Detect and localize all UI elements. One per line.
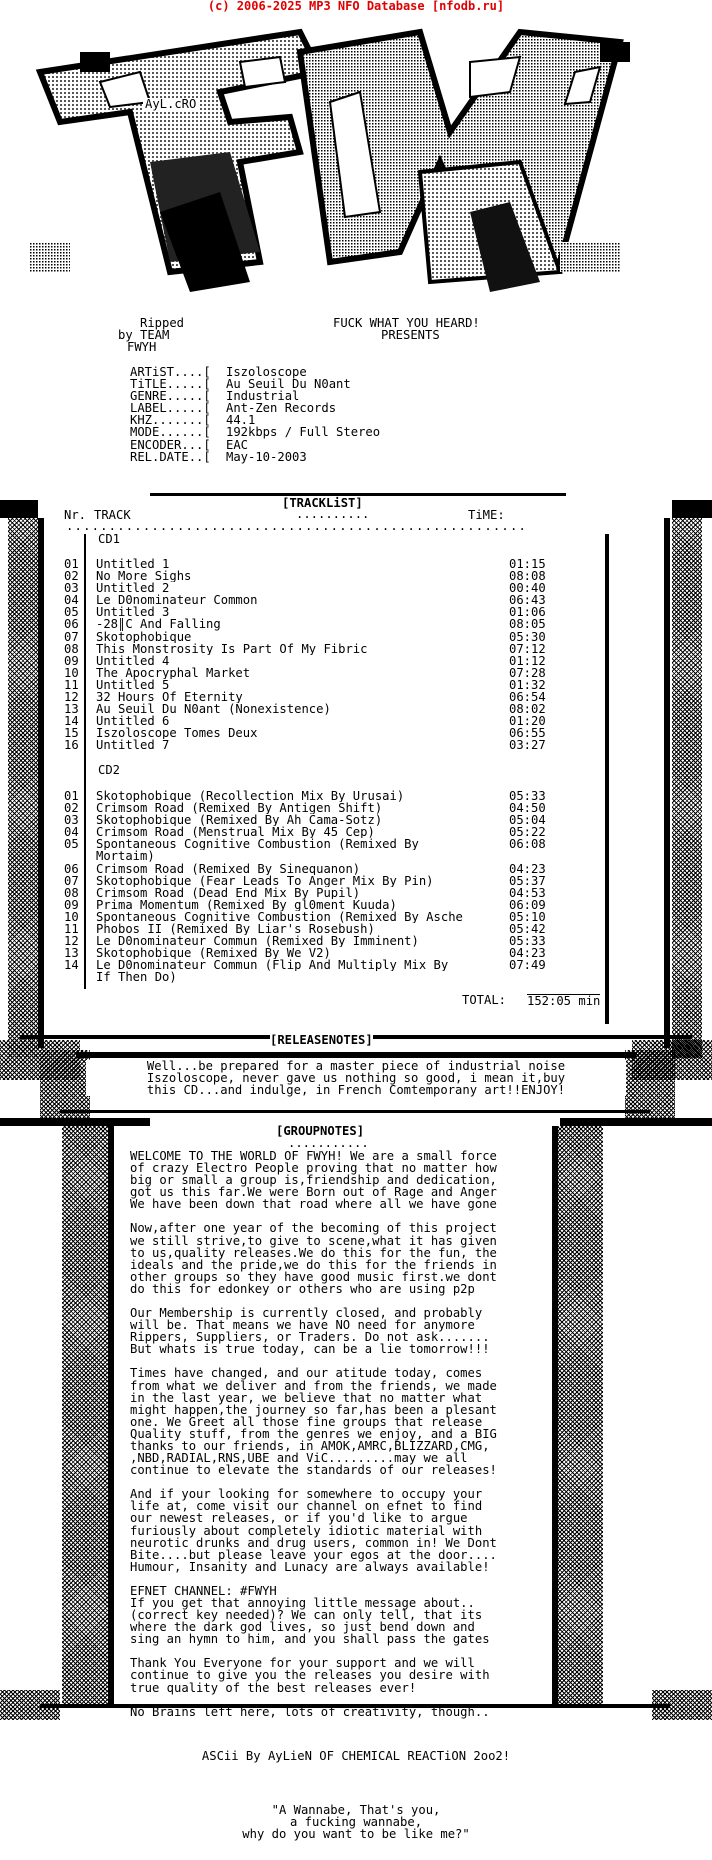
track-number: 11 (64, 922, 79, 937)
groupnotes-line: No Brains left here, lots of creativity, though.. (130, 1704, 490, 1719)
track-title: Skotophobique (Fear Leads To Anger Mix By Pin) (96, 874, 434, 887)
track-title: Crimsom Road (Remixed By Antigen Shift) (96, 802, 383, 815)
groupnotes-line: Bite....but please leave your egos at the door.... (130, 1547, 497, 1562)
track-number (64, 971, 96, 983)
groupnotes-line: continue to give you the releases you desire with (130, 1668, 490, 1683)
intro-left-1: Ripped (140, 316, 185, 330)
groupnotes-line: Times have changed, and our atitude today, comes (130, 1366, 483, 1381)
track-duration: 05:42 (509, 922, 546, 937)
cd2-tracklist (64, 790, 589, 984)
track-duration: 04:23 (509, 946, 546, 961)
track-number: 08 (64, 641, 79, 656)
track-number: 14 (64, 714, 79, 729)
track-row (64, 643, 589, 655)
releasenotes-body (86, 1060, 626, 1096)
groupnotes-line: WELCOME TO THE WORLD OF FWYH! We are a small force (130, 1149, 497, 1163)
track-title: Skotophobique (96, 630, 192, 643)
track-title: Untitled 1 (96, 558, 170, 571)
track-duration: 05:37 (509, 873, 546, 888)
col-nr: Nr. (64, 508, 87, 522)
quote-line: "A Wannabe, That's you, (271, 1803, 441, 1817)
track-duration: 05:10 (509, 909, 546, 924)
track-duration: 05:33 (509, 934, 546, 949)
footer-quote (0, 1804, 712, 1840)
track-number: 06 (64, 861, 79, 876)
groupnotes-line: other groups so they have good music first.we dont (130, 1269, 497, 1284)
track-number: 08 (64, 885, 79, 900)
quote-line: a fucking wannabe, (289, 1815, 423, 1830)
track-number: 09 (64, 897, 79, 912)
track-title: Skotophobique (Recollection Mix By Urusai) (96, 790, 405, 803)
track-title: Crimsom Road (Dead End Mix By Pupil) (96, 886, 361, 899)
gn-bottom-left (0, 1690, 60, 1720)
track-duration: 07:12 (509, 641, 546, 656)
gn-right-bar (552, 1126, 558, 1706)
track-row (64, 618, 589, 630)
gn-left-dither (62, 1126, 110, 1706)
track-title: Le D0nominateur Commun (Flip And Multiply Mix By (96, 959, 449, 972)
intro-left-3: FWYH (127, 340, 157, 354)
releasenotes-dots: ............ (282, 1045, 371, 1059)
site-credit: (c) 2006-2025 MP3 NFO Database [nfodb.ru] (207, 0, 505, 13)
track-number: 13 (64, 946, 79, 961)
track-duration: 06:55 (509, 726, 546, 741)
track-duration: 08:08 (509, 569, 546, 584)
track-number: 01 (64, 557, 79, 571)
track-number: 01 (64, 789, 79, 803)
track-number: 12 (64, 690, 79, 705)
track-title: -28║C And Falling (96, 618, 221, 631)
track-row (64, 739, 589, 751)
track-number: 14 (64, 958, 79, 973)
track-title: Mortaim) (96, 850, 155, 863)
track-duration: 04:53 (509, 885, 546, 900)
groupnotes-line: neurotic drunks and drug users, common in! We Dont (130, 1535, 497, 1550)
track-duration: 01:15 (509, 557, 546, 571)
groupnotes-paragraph (130, 1657, 550, 1693)
info-row: REL.DATE..[ May-10-2003 (130, 449, 307, 464)
track-duration: 06:09 (509, 897, 546, 912)
groupnotes-line: Now,after one year of the becoming of this project (130, 1221, 497, 1236)
track-number: 07 (64, 873, 79, 888)
total-label: TOTAL: (462, 993, 507, 1007)
track-number: 04 (64, 825, 79, 840)
frame-right-dither (672, 518, 702, 1058)
track-number: 10 (64, 665, 79, 680)
groupnotes-line: of crazy Electro People proving that no matter how (130, 1161, 497, 1176)
groupnotes-line: We have been down that road where all we have gone (130, 1197, 497, 1212)
track-duration: 01:32 (509, 677, 546, 692)
track-row (64, 971, 589, 983)
groupnotes-paragraph (130, 1585, 550, 1645)
track-title: Phobos II (Remixed By Liar's Rosebush) (96, 923, 375, 936)
groupnotes-line: (correct key needed)? We can only tell, that its (130, 1608, 483, 1623)
groupnotes-line: Our Membership is currently closed, and probably (130, 1306, 483, 1321)
track-number: 02 (64, 569, 79, 584)
track-title: Spontaneous Cognitive Combustion (Remixed By Asche (96, 910, 463, 924)
track-number: 05 (64, 605, 79, 620)
frame-corner (0, 500, 38, 518)
cd1-tracklist (64, 558, 589, 752)
groupnotes-line: we still strive,to give to scene,what it has given (130, 1233, 497, 1248)
groupnotes-line: Humour, Insanity and Lunacy are always available! (130, 1559, 490, 1574)
gn-top-left (0, 1118, 150, 1126)
track-number: 12 (64, 934, 79, 949)
frame-corner (672, 500, 712, 518)
track-title: Le D0nominateur Commun (Remixed By Imminent) (96, 935, 419, 948)
intro-right-1: FUCK WHAT YOU HEARD! (333, 316, 480, 330)
track-duration: 07:28 (509, 665, 546, 680)
info-row: ENCODER...[ EAC (130, 437, 249, 452)
track-number (64, 850, 96, 862)
info-row: KHZ.......[ 44.1 (130, 413, 256, 428)
gn-left-bar (108, 1126, 114, 1706)
track-title: The Apocryphal Market (96, 666, 251, 679)
groupnotes-line: big or small a group is,friendship and dedication, (130, 1173, 497, 1188)
track-title: Untitled 6 (96, 715, 170, 728)
groupnotes-line: sing an hymn to him, and you shall pass the gates (130, 1632, 490, 1647)
track-duration: 04:50 (509, 801, 546, 816)
releasenotes-line: Iszoloscope, never gave us nothing so good, i mean it,buy (146, 1071, 566, 1086)
track-row (64, 863, 589, 875)
track-row (64, 850, 589, 862)
groupnotes-line: got us this far.We were Born out of Rage and Anger (130, 1185, 497, 1200)
time-divider (605, 534, 609, 1024)
groupnotes-line: ideals and the pride,we do this for the friends in (130, 1257, 497, 1272)
groupnotes-line: will be. That means we have NO need for anymore (130, 1318, 475, 1333)
track-number: 09 (64, 653, 79, 668)
groupnotes-line: Rippers, Suppliers, or Traders. Do not ask....... (130, 1330, 490, 1345)
track-number: 15 (64, 726, 79, 741)
gn-right-dither (555, 1126, 603, 1706)
track-number: 16 (64, 738, 79, 753)
groupnotes-paragraph (130, 1367, 550, 1476)
notes-right-dither (625, 1050, 675, 1120)
header-separator: ...................................................... (66, 519, 528, 533)
frame-left-bar (38, 518, 44, 1048)
track-duration: 08:02 (509, 702, 546, 717)
track-duration: 05:30 (509, 629, 546, 644)
logo-art (0, 12, 712, 317)
groupnotes-line: Thank You Everyone for your support and we will (130, 1656, 475, 1671)
gn-top-right (560, 1118, 712, 1126)
groupnotes-paragraph (130, 1307, 550, 1355)
intro-left-2: by TEAM (118, 328, 170, 342)
track-title: Untitled 7 (96, 739, 170, 752)
groupnotes-line: our newest releases, or if you'd like to argue (130, 1511, 468, 1526)
track-duration: 05:04 (509, 813, 546, 828)
track-number: 02 (64, 801, 79, 816)
groupnotes-paragraph (130, 1150, 550, 1210)
track-duration: 05:33 (509, 789, 546, 803)
groupnotes-body (130, 1150, 550, 1730)
track-title: Skotophobique (Remixed By We V2) (96, 947, 331, 960)
track-duration: 00:40 (509, 581, 546, 596)
groupnotes-line: where the dark god lives, so just bend down and (130, 1620, 475, 1635)
groupnotes-line: life at, come visit our channel on efnet to find (130, 1499, 483, 1514)
groupnotes-line: And if your looking for somewhere to occupy your (130, 1487, 483, 1502)
track-number: 05 (64, 837, 79, 852)
cd1-label: CD1 (98, 532, 121, 546)
frame-right-bar (664, 518, 670, 1048)
track-row (64, 875, 589, 887)
track-row (64, 631, 589, 643)
track-duration: 04:23 (509, 861, 546, 876)
groupnotes-line: thanks to our friends, in AMOK,AMRC,BLIZZARD,CMG, (130, 1438, 490, 1453)
track-duration: 01:20 (509, 714, 546, 729)
track-title: Au Seuil Du N0ant (Nonexistence) (96, 703, 331, 716)
track-title: If Then Do) (96, 971, 177, 984)
col-track: TRACK (94, 508, 131, 522)
groupnotes-paragraph (130, 1706, 550, 1718)
groupnotes-line: continue to elevate the standards of our releases! (130, 1463, 497, 1478)
track-number: 11 (64, 677, 79, 692)
track-duration: 07:49 (509, 958, 546, 973)
track-title: No More Sighs (96, 570, 192, 583)
groupnotes-line: If you get that annoying little message about.. (130, 1596, 475, 1610)
releasenotes-line: Well...be prepared for a master piece of industrial noise (146, 1059, 566, 1073)
track-duration: 03:27 (509, 738, 546, 753)
info-row: TiTLE.....[ Au Seuil Du N0ant (130, 377, 351, 392)
track-duration: 06:54 (509, 690, 546, 705)
info-row: GENRE.....[ Industrial (130, 389, 300, 404)
track-title: Crimsom Road (Menstrual Mix By 45 Cep) (96, 826, 375, 839)
total-value: 152:05 min (527, 994, 601, 1008)
cd2-label: CD2 (98, 763, 121, 777)
groupnotes-paragraph (130, 1488, 550, 1573)
groupnotes-line: might happen,the journey so far,has been a plesant (130, 1402, 497, 1417)
groupnotes-line: EFNET CHANNEL: #FWYH (130, 1583, 277, 1598)
track-duration: 06:08 (509, 837, 546, 852)
track-row (64, 838, 589, 850)
track-number: 04 (64, 593, 79, 608)
groupnotes-line: ,NBD,RADIAL,RNS,UBE and ViC.........may we all (130, 1451, 468, 1466)
groupnotes-line: to us,quality releases.We do this for the fun, the (130, 1245, 497, 1260)
groupnotes-title: [GROUPNOTES] (276, 1124, 365, 1138)
info-row: MODE......[ 192kbps / Full Stereo (130, 425, 381, 440)
notes-left-dither (40, 1050, 90, 1120)
track-title: Spontaneous Cognitive Combustion (Remixed By (96, 838, 419, 851)
track-title: This Monstrosity Is Part Of My Fibric (96, 642, 368, 655)
groupnotes-line: But whats is true today, can be a lie tomorrow!!! (130, 1342, 490, 1357)
info-row: ARTiST....[ Iszoloscope (130, 365, 307, 379)
releasenotes-title: [RELEASENOTES] (270, 1033, 373, 1047)
track-title: Untitled 5 (96, 678, 170, 692)
track-duration: 06:43 (509, 593, 546, 608)
track-title: Le D0nominateur Common (96, 594, 258, 607)
groupnotes-line: from what we deliver and from the friends, we made (130, 1378, 497, 1393)
gn-bottom-right (652, 1690, 712, 1720)
info-row: LABEL.....[ Ant-Zen Records (130, 401, 337, 416)
ascii-credit: ASCii By AyLieN OF CHEMICAL REACTiON 2oo2! (201, 1749, 511, 1763)
notes-bottom-bar (60, 1110, 650, 1113)
groupnotes-paragraph (130, 1222, 550, 1295)
track-number: 03 (64, 581, 79, 596)
intro-right-2: PRESENTS (381, 328, 440, 342)
track-duration: 01:06 (509, 605, 546, 620)
quote-line: why do you want to be like me?" (242, 1827, 470, 1842)
track-title: Untitled 4 (96, 654, 170, 667)
track-title: Untitled 2 (96, 582, 170, 595)
track-duration: 08:05 (509, 617, 546, 632)
track-title: Skotophobique (Remixed By Ah Cama-Sotz) (96, 814, 383, 827)
tracklist-dots: .......... (296, 507, 370, 521)
groupnotes-line: furiously about completely idiotic material with (130, 1523, 483, 1538)
groupnotes-line: true quality of the best releases ever! (130, 1680, 417, 1695)
track-title: Iszoloscope Tomes Deux (96, 727, 258, 740)
track-title: Untitled 3 (96, 606, 170, 619)
fwyh-logo (0, 12, 712, 317)
logo-artist-tag: AyL.cRO (145, 97, 197, 111)
groupnotes-line: do this for edonkey or others who are using p2p (130, 1281, 475, 1296)
release-info (130, 366, 380, 463)
track-duration: 05:22 (509, 825, 546, 840)
track-number: 10 (64, 909, 79, 924)
track-duration: 01:12 (509, 653, 546, 668)
groupnotes-line: Quality stuff, from the genres we enjoy, and a BIG (130, 1426, 497, 1441)
track-number: 13 (64, 702, 79, 717)
track-title: Prima Momentum (Remixed By gl0ment Kuuda) (96, 898, 397, 911)
frame-left-dither (8, 518, 38, 1058)
track-title: 32 Hours Of Eternity (96, 691, 243, 704)
col-time: TiME: (468, 508, 505, 522)
track-number: 06 (64, 617, 79, 632)
groupnotes-line: in the last year, we believe that no matter what (130, 1390, 483, 1405)
releasenotes-line: this CD...and indulge, in French Comtemporany art!!ENJOY! (146, 1083, 566, 1098)
track-number: 03 (64, 813, 79, 828)
groupnotes-dots: ........... (288, 1136, 369, 1150)
track-row (64, 959, 589, 971)
groupnotes-line: one. We Greet all those fine groups that release (130, 1414, 483, 1429)
track-title: Crimsom Road (Remixed By Sinequanon) (96, 862, 361, 875)
tracklist-title: [TRACKLiST] (282, 496, 363, 510)
track-number: 07 (64, 629, 79, 644)
